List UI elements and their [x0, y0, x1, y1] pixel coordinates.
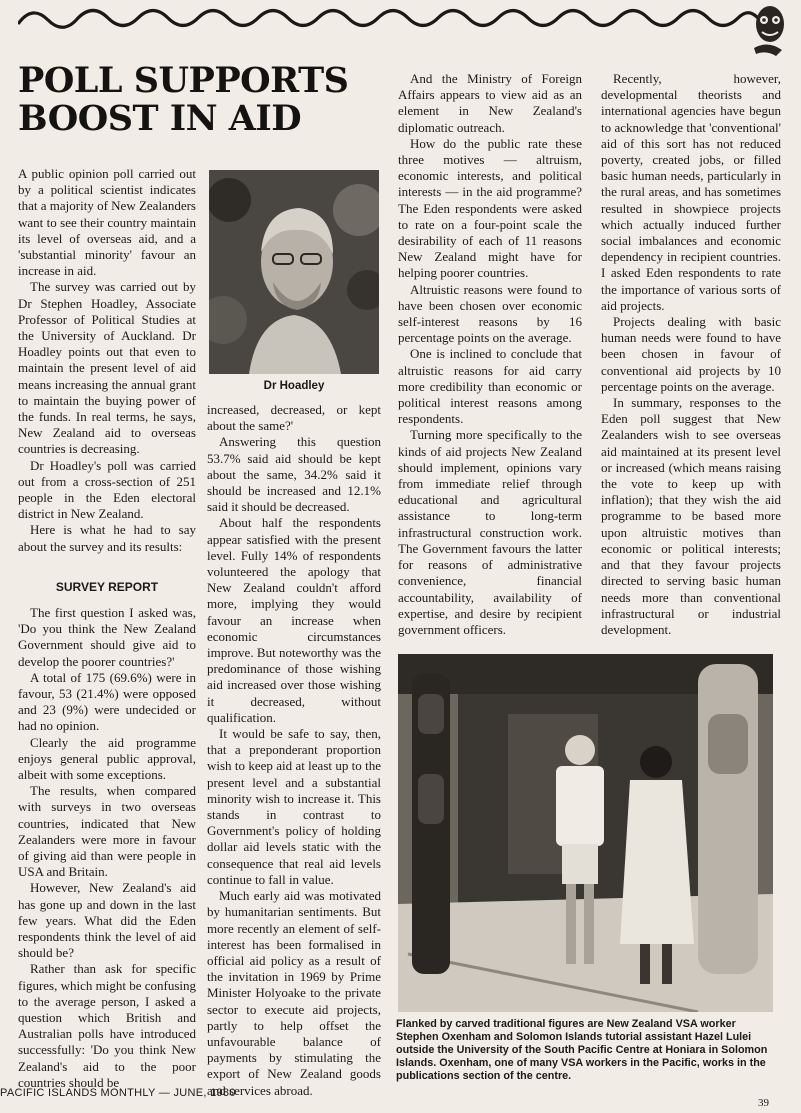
wave-border-icon: [18, 6, 758, 32]
paragraph: Answering this question 53.7% said aid should be kept about the same, 34.2% said it should be increased and 12.1% said it should be decreased.: [207, 434, 381, 515]
paragraph: Altruistic reasons were found to have been chosen over economic self-interest reasons by 16 percentage points on the average.: [398, 281, 582, 346]
column-3: [398, 71, 582, 638]
paragraph: Here is what he had to say about the survey and its results:: [18, 522, 196, 554]
headline: [18, 62, 398, 138]
paragraph: A total of 175 (69.6%) were in favour, 53 (21.4%) were opposed and 23 (9%) were undecided or had no opinion.: [18, 669, 196, 734]
column-1-bottom: [18, 605, 196, 1091]
paragraph: increased, decreased, or kept about the same?': [207, 402, 381, 434]
headline-line-2: BOOST IN AID: [18, 98, 302, 139]
paragraph: Turning more specifically to the kinds of aid projects New Zealand should implement, opinions vary from immediate relief through educational and agricultural assistance to long-term infrastructural construction work. The Government favours the latter for reasons of administrative convenience, financial accountability, availability of expertise, and desire by recipient government officers.: [398, 427, 582, 637]
paragraph: Clearly the aid programme enjoys general public approval, albeit with some exceptions.: [18, 734, 196, 783]
paragraph: Projects dealing with basic human needs were found to have been chosen in favour of conventional aid projects by 10 percentage points on the average.: [601, 314, 781, 394]
paragraph: A public opinion poll carried out by a political scientist indicates that a majority of New Zealanders want to see their country maintain its level of overseas aid, and a 'substantial minority' favour an increase in aid.: [18, 166, 196, 279]
paragraph: How do the public rate these three motives — altruism, economic interests, and political interests — in the aid programme? The Eden respondents were asked to rate on a four-point scale the desirability of each of 11 reasons New Zealand might have for helping poorer countries.: [398, 135, 582, 281]
column-4: [601, 71, 781, 638]
paragraph: And the Ministry of Foreign Affairs appears to view aid as an element in New Zealand's diplomatic outreach.: [398, 71, 582, 135]
photo-caption: Flanked by carved traditional figures are New Zealand VSA worker Stephen Oxenham and Solomon Islands tutorial assistant Hazel Lulei outside the University of the South Pacific Centre at Honiara in Solomon Islands. Oxenham, one of many VSA workers in the Pacific, works in the publications section of the centre.: [396, 1018, 768, 1082]
page-number: 39: [758, 1097, 769, 1109]
portrait-photo: [209, 170, 379, 374]
paragraph: Dr Hoadley's poll was carried out from a cross-section of 251 people in the Eden electoral district in New Zealand.: [18, 457, 196, 522]
section-subheading: SURVEY REPORT: [55, 580, 159, 594]
paragraph: It would be safe to say, then, that a preponderant proportion wish to keep aid at least up to the present level and a substantial minority wish to increase it. This stands in contrast to Government's policy of holding dollar aid levels static with the consequence that real aid levels continue to fall in value.: [207, 726, 381, 887]
paragraph: However, New Zealand's aid has gone up and down in the last few years. What did the Eden respondents think the level of aid should be?: [18, 880, 196, 961]
portrait-caption: Dr Hoadley: [263, 380, 325, 392]
column-1-top: [18, 166, 196, 555]
paragraph: One is inclined to conclude that altruistic reasons for aid carry more credibility than economic or political interest reasons among respondents.: [398, 346, 582, 427]
publication-footer: PACIFIC ISLANDS MONTHLY — JUNE, 1980: [0, 1087, 236, 1099]
paragraph: Much early aid was motivated by humanitarian sentiments. But more recently an element of self-interest has been formalised in official aid policy as a result of the invitation in 1969 by Prime Minister Holyoake to the private sector to execute aid projects, partly to help offset the unfavourable balance of payments by stimulating the export of New Zealand goods and services abroad.: [207, 888, 381, 1098]
paragraph: The results, when compared with surveys in two overseas countries, indicated that New Zealanders were more in favour of giving aid than were people in USA and Britain.: [18, 783, 196, 880]
paragraph: Recently, however, developmental theorists and international agencies have begun to acknowledge that 'conventional' aid of this sort has not reduced poverty, created jobs, or filled basic human needs, particularly in the rural areas, and has sometimes resulted in showpiece projects which actually induced further social imbalances and economic dependency in recipient countries. I asked Eden respondents to rate the importance of various sorts of aid projects.: [601, 71, 781, 313]
paragraph: The survey was carried out by Dr Stephen Hoadley, Associate Professor of Political Studies at the University of Auckland. Dr Hoadley points out that even to maintain the present level of aid means increasing the annual grant to maintain the buying power of the funds. In real terms, he says, New Zealand aid to overseas countries is decreasing.: [18, 279, 196, 457]
column-2: [207, 402, 381, 1099]
paragraph: Rather than ask for specific figures, which might be confusing to the average person, I asked a question which British and Australian polls have introduced successfully: 'Do you think New Zealand's aid to the poor countries should be: [18, 961, 196, 1090]
headline-line-1: POLL SUPPORTS: [18, 60, 349, 101]
paragraph: About half the respondents appear satisfied with the present level. Fully 14% of respondents volunteered the apology that New Zealand couldn't afford more, implying they would favour an increase when economic circumstances improve. But noteworthy was the predominance of those wishing aid increased over those wishing it decreased, without qualification.: [207, 515, 381, 725]
carved-figure-icon: [748, 2, 792, 58]
paragraph: The first question I asked was, 'Do you think the New Zealand Government should give aid to develop the poorer countries?': [18, 605, 196, 669]
paragraph: In summary, responses to the Eden poll suggest that New Zealanders wish to see overseas aid maintained at its present level or increased (which means raising the vote to keep up with inflation); that they wish the aid programme to be based more upon altruistic motives than economic or political interests; and that they favour projects directed to serving basic human needs more than conventional infrastructural or industrial development.: [601, 395, 781, 637]
featured-photo: [398, 654, 773, 1012]
